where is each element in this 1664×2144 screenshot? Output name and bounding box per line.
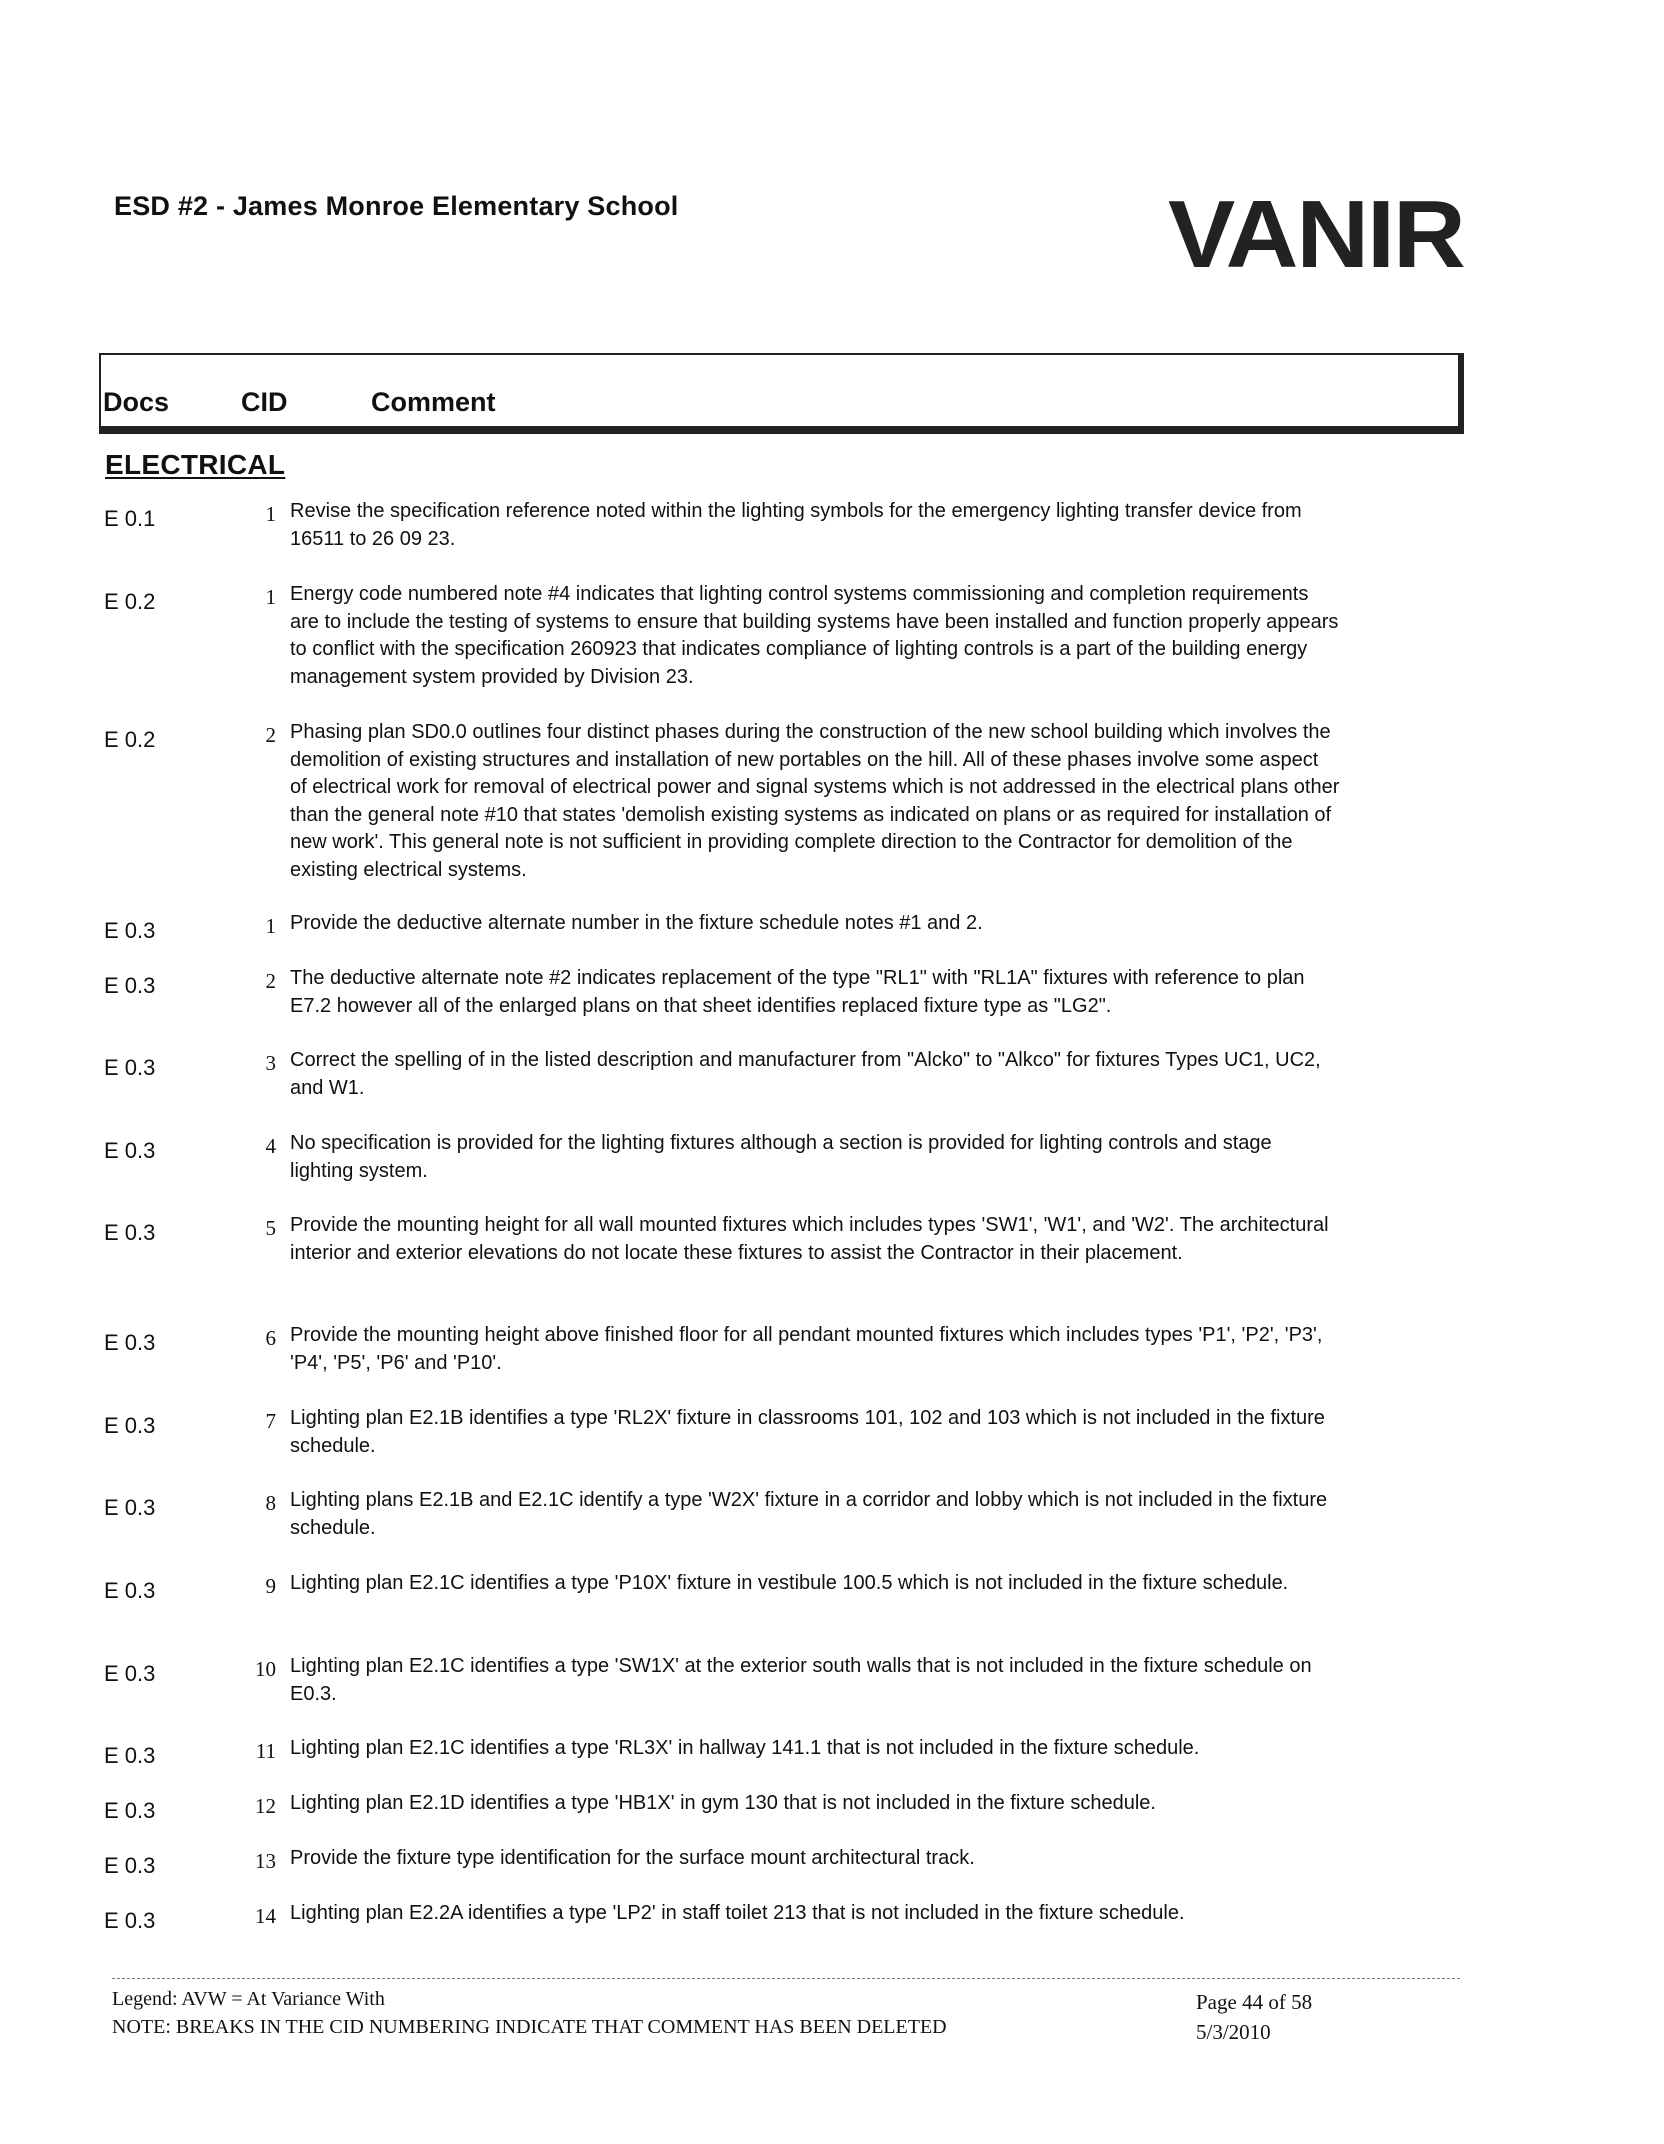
column-header-docs: Docs bbox=[103, 387, 170, 417]
comment-text: The deductive alternate note #2 indicates replacement of the type "RL1" with "RL1A" fixtures with reference to plan E7.2 however all of the enlarged plans on that sheet identifies replaced fixture type as "LG2". bbox=[290, 967, 1305, 1017]
comment-text: Lighting plan E2.1B identifies a type 'RL2X' fixture in classrooms 101, 102 and 103 which is not included in the fixture schedule. bbox=[290, 1407, 1325, 1457]
comment-doc: E 0.1 bbox=[104, 506, 156, 531]
comment-cid: 11 bbox=[255, 1739, 276, 1763]
comment-cid: 1 bbox=[265, 585, 276, 609]
comment-cid: 9 bbox=[265, 1574, 276, 1598]
comment-doc: E 0.3 bbox=[104, 1495, 156, 1520]
project-title: ESD #2 - James Monroe Elementary School bbox=[114, 191, 679, 221]
comment-cid: 5 bbox=[265, 1216, 276, 1240]
comment-cid: 2 bbox=[265, 969, 276, 993]
comment-doc: E 0.3 bbox=[104, 1330, 156, 1355]
comment-text: Provide the mounting height for all wall mounted fixtures which includes types 'SW1', 'W1', and 'W2'. The architectural interior and exterior elevations do not locate these fixtures to assist the Contractor in their placement. bbox=[290, 1214, 1329, 1264]
comment-text: Revise the specification reference noted within the lighting symbols for the emergency lighting transfer device from 16511 to 26 09 23. bbox=[290, 500, 1302, 550]
vanir-logo: VANIR bbox=[1168, 181, 1464, 288]
comment-cid: 4 bbox=[265, 1134, 276, 1158]
footer-left bbox=[112, 1985, 947, 2041]
comment-doc: E 0.3 bbox=[104, 1220, 156, 1245]
comment-doc: E 0.3 bbox=[104, 1798, 156, 1823]
comment-text: Lighting plans E2.1B and E2.1C identify a type 'W2X' fixture in a corridor and lobby which is not included in the fixture schedule. bbox=[290, 1489, 1328, 1539]
page-number: Page 44 of 58 bbox=[1196, 1990, 1313, 2014]
comment-text: Phasing plan SD0.0 outlines four distinct phases during the construction of the new school building which involves the demolition of existing structures and installation of new portables on the hill. All of these phases involve some aspect of electrical work for removal of electrical power and signal systems which is not addressed in the electrical plans other than the general note #10 that states 'demolish existing systems as indicated on plans or as required for installation of new work'. This general note is not sufficient in providing complete direction to the Contractor for demolition of the existing electrical systems. bbox=[290, 721, 1340, 881]
comment-text: Energy code numbered note #4 indicates that lighting control systems commissioning and completion requirements are to include the testing of systems to ensure that building systems have been installed and function properly appears to conflict with the specification 260923 that indicates compliance of lighting controls is a part of the building energy management system provided by Division 23. bbox=[290, 583, 1339, 688]
comment-doc: E 0.3 bbox=[104, 1578, 156, 1603]
comment-cid: 10 bbox=[255, 1657, 276, 1681]
comment-doc: E 0.2 bbox=[104, 727, 156, 752]
comment-doc: E 0.3 bbox=[104, 1661, 156, 1686]
comment-cid: 13 bbox=[255, 1849, 276, 1873]
comment-cid: 14 bbox=[255, 1904, 276, 1928]
comment-doc: E 0.3 bbox=[104, 1908, 156, 1933]
comment-text: Lighting plan E2.1C identifies a type 'RL3X' in hallway 141.1 that is not included in the fixture schedule. bbox=[290, 1737, 1200, 1759]
comment-doc: E 0.3 bbox=[104, 1138, 156, 1163]
comment-doc: E 0.3 bbox=[104, 973, 156, 998]
comment-text: Correct the spelling of in the listed description and manufacturer from "Alcko" to "Alkco" for fixtures Types UC1, UC2, and W1. bbox=[290, 1049, 1321, 1099]
comment-text: Lighting plan E2.1C identifies a type 'P10X' fixture in vestibule 100.5 which is not included in the fixture schedule. bbox=[290, 1572, 1289, 1594]
comment-text: Provide the mounting height above finished floor for all pendant mounted fixtures which includes types 'P1', 'P2', 'P3', 'P4', 'P5', 'P6' and 'P10'. bbox=[290, 1324, 1323, 1374]
comment-doc: E 0.3 bbox=[104, 1055, 156, 1080]
comment-cid: 8 bbox=[265, 1491, 276, 1515]
comment-doc: E 0.2 bbox=[104, 589, 156, 614]
footer-note: NOTE: BREAKS IN THE CID NUMBERING INDICATE THAT COMMENT HAS BEEN DELETED bbox=[112, 2016, 947, 2038]
comment-doc: E 0.3 bbox=[104, 1743, 156, 1768]
comment-text: Provide the deductive alternate number in the fixture schedule notes #1 and 2. bbox=[290, 912, 983, 934]
comment-doc: E 0.3 bbox=[104, 1853, 156, 1878]
comment-cid: 1 bbox=[265, 502, 276, 526]
comment-cid: 2 bbox=[265, 723, 276, 747]
footer-rule bbox=[112, 1978, 1460, 1979]
column-header-comment: Comment bbox=[371, 387, 496, 417]
comment-doc: E 0.3 bbox=[104, 1413, 156, 1438]
document-date: 5/3/2010 bbox=[1196, 2020, 1271, 2044]
footer-legend: Legend: AVW = At Variance With bbox=[112, 1988, 385, 2010]
comment-cid: 1 bbox=[265, 914, 276, 938]
section-title: ELECTRICAL bbox=[105, 449, 286, 480]
comment-text: Lighting plan E2.2A identifies a type 'LP2' in staff toilet 213 that is not included in the fixture schedule. bbox=[290, 1902, 1185, 1924]
comment-cid: 12 bbox=[255, 1794, 276, 1818]
comment-cid: 7 bbox=[265, 1409, 276, 1433]
comment-doc: E 0.3 bbox=[104, 918, 156, 943]
column-header-cid: CID bbox=[241, 387, 288, 417]
comment-text: Lighting plan E2.1D identifies a type 'HB1X' in gym 130 that is not included in the fixture schedule. bbox=[290, 1792, 1156, 1814]
comment-text: Lighting plan E2.1C identifies a type 'SW1X' at the exterior south walls that is not included in the fixture schedule on E0.3. bbox=[290, 1655, 1312, 1705]
comment-cid: 3 bbox=[265, 1051, 276, 1075]
comment-text: Provide the fixture type identification for the surface mount architectural track. bbox=[290, 1847, 975, 1869]
comment-cid: 6 bbox=[265, 1326, 276, 1350]
comment-text: No specification is provided for the lighting fixtures although a section is provided for lighting controls and stage lighting system. bbox=[290, 1132, 1272, 1182]
footer-right bbox=[1196, 1987, 1312, 2047]
